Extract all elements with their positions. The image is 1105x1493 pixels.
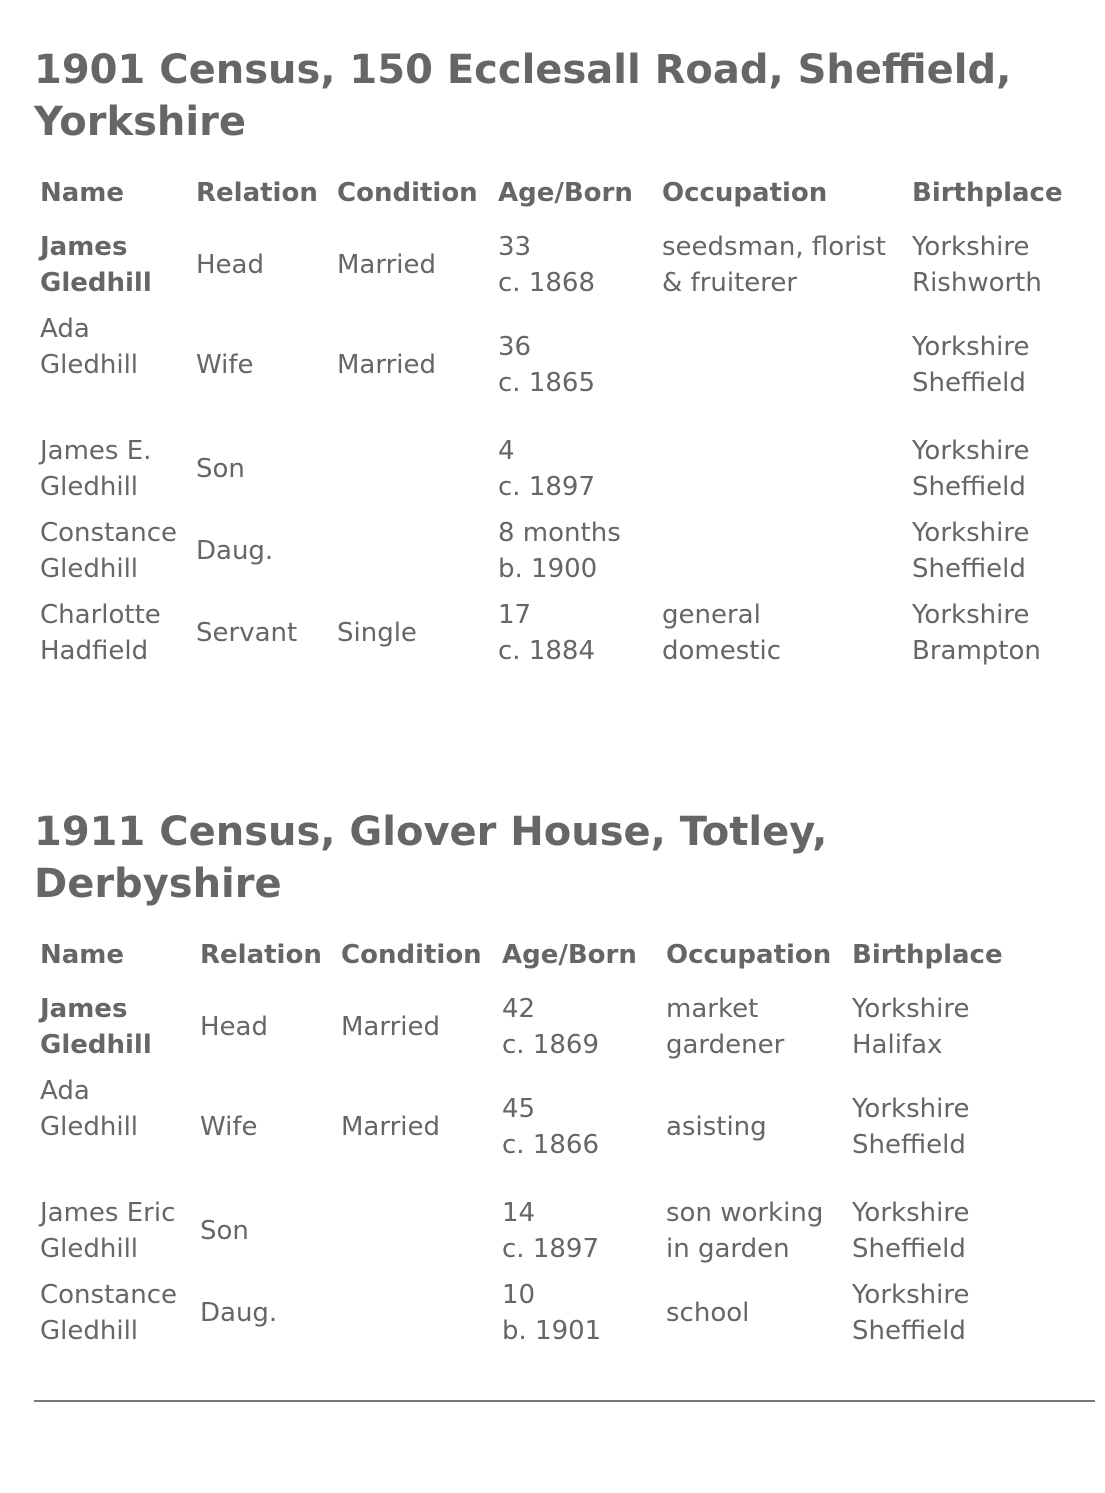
cell-age-born: 10 b. 1901 [502,1280,602,1346]
census-1911-header-row [35,940,1011,986]
cell-relation: Servant [196,618,298,648]
cell-name: James Eric Gledhill [40,1198,176,1264]
cell-occupation: school [666,1298,750,1328]
table-row [35,986,1011,1068]
cell-birthplace: Yorkshire Sheffield [912,518,1030,584]
cell-age-born: 36 c. 1865 [498,332,595,398]
census-1901-section [34,44,1074,674]
census-1911-section [34,806,1074,1354]
cell-age-born: 14 c. 1897 [502,1198,599,1264]
cell-condition: Married [341,1012,441,1042]
header-relation: Relation [196,178,318,208]
header-age-born: Age/Born [498,178,633,208]
table-row [35,428,1071,510]
census-1901-table [35,178,1071,674]
cell-age-born: 8 months b. 1900 [498,518,621,584]
cell-condition: Married [337,250,437,280]
census-1911-title: 1911 Census, Glover House, Totley, Derbyshire [34,809,828,907]
header-occupation: Occupation [666,940,832,970]
header-name: Name [40,940,125,970]
cell-age-born: 42 c. 1869 [502,994,599,1060]
cell-birthplace: Yorkshire Rishworth [912,232,1042,298]
cell-condition [336,1272,497,1354]
cell-relation: Son [200,1216,249,1246]
cell-occupation [657,306,907,428]
cell-name: Constance Gledhill [40,1280,177,1346]
table-row [35,1190,1011,1272]
cell-condition [336,1190,497,1272]
cell-occupation: general domestic [662,600,781,666]
census-1901-header-row [35,178,1071,224]
header-condition: Condition [341,940,482,970]
cell-name: Charlotte Hadfield [40,600,161,666]
header-birthplace: Birthplace [852,940,1003,970]
cell-birthplace: Yorkshire Halifax [852,994,970,1060]
cell-condition: Married [341,1112,441,1142]
cell-name: Constance Gledhill [40,518,177,584]
cell-name: Ada Gledhill [40,1076,139,1142]
cell-occupation [657,428,907,510]
cell-relation: Head [200,1012,268,1042]
header-birthplace: Birthplace [912,178,1063,208]
cell-birthplace: Yorkshire Sheffield [852,1280,970,1346]
cell-condition [332,510,493,592]
table-row [35,1272,1011,1354]
cell-occupation: asisting [666,1112,767,1142]
cell-relation: Wife [196,350,254,380]
cell-condition [332,428,493,510]
cell-birthplace: Yorkshire Sheffield [852,1094,970,1160]
cell-name: James Gledhill [40,994,152,1060]
cell-relation: Son [196,454,245,484]
table-row [35,510,1071,592]
cell-relation: Daug. [196,536,274,566]
table-row [35,592,1071,674]
cell-occupation [657,510,907,592]
census-1901-title: 1901 Census, 150 Ecclesall Road, Sheffield, Yorkshire [34,47,1012,145]
cell-name: James Gledhill [40,232,152,298]
horizontal-divider [34,1400,1095,1402]
cell-occupation: son working in garden [666,1198,824,1264]
cell-occupation: market gardener [666,994,785,1060]
cell-name: James E. Gledhill [40,436,152,502]
cell-birthplace: Yorkshire Brampton [912,600,1041,666]
cell-relation: Daug. [200,1298,278,1328]
header-condition: Condition [337,178,478,208]
cell-age-born: 17 c. 1884 [498,600,595,666]
table-row [35,306,1071,428]
cell-relation: Head [196,250,264,280]
cell-age-born: 4 c. 1897 [498,436,595,502]
cell-relation: Wife [200,1112,258,1142]
table-row [35,1068,1011,1190]
cell-birthplace: Yorkshire Sheffield [852,1198,970,1264]
header-age-born: Age/Born [502,940,637,970]
cell-age-born: 33 c. 1868 [498,232,595,298]
cell-age-born: 45 c. 1866 [502,1094,599,1160]
cell-occupation: seedsman, florist & fruiterer [662,232,886,298]
header-name: Name [40,178,125,208]
header-relation: Relation [200,940,322,970]
cell-name: Ada Gledhill [40,314,139,380]
census-1911-table [35,940,1011,1354]
header-occupation: Occupation [662,178,828,208]
table-row [35,224,1071,306]
cell-condition: Married [337,350,437,380]
cell-birthplace: Yorkshire Sheffield [912,436,1030,502]
cell-condition: Single [337,618,417,648]
cell-birthplace: Yorkshire Sheffield [912,332,1030,398]
